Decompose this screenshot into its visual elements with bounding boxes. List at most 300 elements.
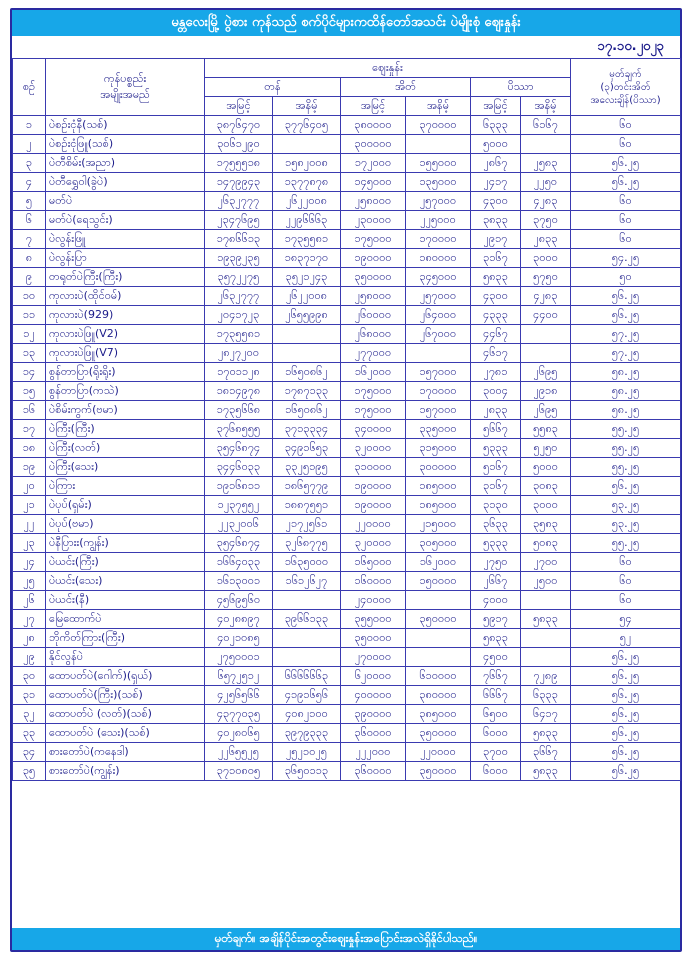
price-table <box>12 58 681 781</box>
cell-tl: ၁၅၈၂၀၀၈ <box>273 154 341 173</box>
cell-tl: ၆၆၆၆၆၆၃ <box>273 667 341 686</box>
cell-pl: ၅၇၅၀ <box>521 268 571 287</box>
cell-no: ၈ <box>13 249 46 268</box>
cell-th: ၃၀၆၁၂၉၀ <box>205 135 273 154</box>
cell-th: ၂၃၄၇၆၉၅ <box>205 211 273 230</box>
cell-vh: ၃၅၀၀၀၀ <box>341 629 406 648</box>
cell-pl: ၂၆၉၅ <box>521 401 571 420</box>
cell-name: မတ်ပဲ <box>46 192 205 211</box>
cell-th: ၁၉၃၉၂၃၅ <box>205 249 273 268</box>
cell-vh: ၂၅၈၀၀၀ <box>341 287 406 306</box>
cell-th: ၃၅၄၆၈၇၄ <box>205 439 273 458</box>
header-no: စဉ် <box>13 59 46 116</box>
cell-pl: ၅၈၃၃ <box>521 610 571 629</box>
cell-pl: ၂၈၃၃ <box>521 230 571 249</box>
cell-th: ၃၅၇၂၂၇၅ <box>205 268 273 287</box>
cell-vl: ၃၈၀၀၀၀ <box>406 686 471 705</box>
cell-vh: ၂၅၈၀၀၀ <box>341 192 406 211</box>
cell-name: စွန်တာပြာ(ကသဲ) <box>46 382 205 401</box>
cell-ph: ၅၁၆၇ <box>471 458 521 477</box>
table-row <box>13 458 681 477</box>
cell-ph: ၂၄၁၇ <box>471 173 521 192</box>
header-name <box>46 59 205 116</box>
cell-pl: ၅၈၃၃ <box>521 762 571 781</box>
cell-th: ၁၉၁၆၈၁၁ <box>205 477 273 496</box>
cell-tl: ၃၅၂၁၂၄၃ <box>273 268 341 287</box>
cell-name: ပဲတီရွှေဝါ(ခွဲပဲ) <box>46 173 205 192</box>
table-row <box>13 610 681 629</box>
cell-note: ၆၀ <box>571 553 681 572</box>
cell-ph: ၂၆၆၇ <box>471 572 521 591</box>
cell-name: ကုလားပဲ(929) <box>46 306 205 325</box>
cell-no: ၃၅ <box>13 762 46 781</box>
cell-tl: ၂၅၂၁၀၂၅ <box>273 743 341 762</box>
cell-vh: ၃၄၀၀၀၀ <box>341 420 406 439</box>
cell-no: ၅ <box>13 192 46 211</box>
table-row <box>13 382 681 401</box>
cell-th: ၄၂၅၆၅၆၆ <box>205 686 273 705</box>
cell-tl: ၁၆၁၂၆၂၇ <box>273 572 341 591</box>
cell-note: ၅၆.၂၅ <box>571 705 681 724</box>
cell-name: ပဲနီပြားး(ကျွန်း) <box>46 534 205 553</box>
cell-vl: ၂၅၇၀၀၀ <box>406 192 471 211</box>
cell-note: ၅၅.၂၅ <box>571 439 681 458</box>
cell-ph: ၄၆၁၇ <box>471 344 521 363</box>
cell-vl: ၁၈၅၀၀၀ <box>406 477 471 496</box>
cell-vl: ၃၈၅၀၀၀ <box>406 705 471 724</box>
date-label <box>12 38 680 58</box>
cell-th: ၁၇၈၆၆၁၃ <box>205 230 273 249</box>
cell-tl: ၃၂၆၈၇၇၅ <box>273 534 341 553</box>
table-row <box>13 629 681 648</box>
cell-th: ၄၀၂၈၈၉၇ <box>205 610 273 629</box>
cell-tl <box>273 325 341 344</box>
cell-vl: ၁၇၀၀၀၀ <box>406 382 471 401</box>
cell-vl: ၁၃၅၀၀၀ <box>406 173 471 192</box>
table-row <box>13 572 681 591</box>
cell-ph: ၅၀၀၀ <box>471 135 521 154</box>
cell-vh: ၃၅၅၀၀၀ <box>341 610 406 629</box>
cell-tl: ၂၆၂၂၀၀၈ <box>273 287 341 306</box>
table-row <box>13 591 681 610</box>
cell-vh: ၃၂၀၀၀၀ <box>341 439 406 458</box>
cell-pl: ၂၆၉၅ <box>521 363 571 382</box>
cell-vl <box>406 591 471 610</box>
cell-th: ၄၃၇၇၀၃၅ <box>205 705 273 724</box>
cell-vl: ၃၄၅၀၀၀ <box>406 268 471 287</box>
cell-ph: ၆၅၀၀ <box>471 705 521 724</box>
cell-name: စွန်တာပြာ(ရိုးရိုး) <box>46 363 205 382</box>
table-row <box>13 648 681 667</box>
cell-tl: ၁၇၈၇၁၃၃ <box>273 382 341 401</box>
cell-name: ပဲလွန်းဖြူ <box>46 230 205 249</box>
cell-ph: ၄၃၀၀ <box>471 287 521 306</box>
cell-vh: ၁၆၅၀၀၀ <box>341 553 406 572</box>
cell-th: ၁၇၃၅၆၆၈ <box>205 401 273 420</box>
cell-pl: ၂၂၅၀ <box>521 173 571 192</box>
cell-vh: ၁၇၅၀၀၀ <box>341 382 406 401</box>
cell-ph: ၃၀၀၄ <box>471 382 521 401</box>
cell-th: ၁၇၃၅၅၈၁ <box>205 325 273 344</box>
cell-vh: ၃၂၀၀၀၀ <box>341 534 406 553</box>
cell-no: ၃ <box>13 154 46 173</box>
cell-note: ၅၆.၂၅ <box>571 173 681 192</box>
cell-vh: ၁၉၀၀၀၀ <box>341 477 406 496</box>
header-ton: တန် <box>205 78 341 97</box>
cell-ph: ၆၀၀၀ <box>471 724 521 743</box>
table-body <box>13 116 681 781</box>
cell-pl: ၅၀၀၀ <box>521 458 571 477</box>
table-row <box>13 306 681 325</box>
cell-note: ၅၆.၂၅ <box>571 743 681 762</box>
cell-name: ထောပတ်ပဲ (သေး)(သစ်) <box>46 724 205 743</box>
cell-name: ပဲယင်း(သေး) <box>46 572 205 591</box>
cell-note: ၅၆.၂၅ <box>571 762 681 781</box>
cell-name: ကုလားပဲ(ထိုင်ဝမ်) <box>46 287 205 306</box>
cell-no: ၁၇ <box>13 420 46 439</box>
cell-note: ၅၆.၂၅ <box>571 686 681 705</box>
cell-th: ၂၇၅၀၀၀၁ <box>205 648 273 667</box>
cell-no: ၂၅ <box>13 572 46 591</box>
cell-name: ပဲလွန်းပြာ <box>46 249 205 268</box>
cell-note: ၅၅.၂၅ <box>571 458 681 477</box>
cell-pl: ၅၀၈၃ <box>521 534 571 553</box>
cell-ph: ၄၄၆၇ <box>471 325 521 344</box>
cell-pl: ၃၀၀၀ <box>521 249 571 268</box>
cell-pl <box>521 591 571 610</box>
table-row <box>13 420 681 439</box>
cell-name: ပဲယင်း(ကြီး) <box>46 553 205 572</box>
cell-vh: ၂၂၀၀၀၀ <box>341 515 406 534</box>
cell-note: ၅၆.၂၅ <box>571 667 681 686</box>
cell-pl: ၅၅၈၃ <box>521 420 571 439</box>
cell-name: စားတော်ပဲ(ကနေဒါ) <box>46 743 205 762</box>
cell-vh: ၃၀၀၀၀၀ <box>341 135 406 154</box>
cell-name: ပဲကြား <box>46 477 205 496</box>
cell-note: ၆၀ <box>571 192 681 211</box>
cell-pl: ၃၅၈၃ <box>521 515 571 534</box>
header-note-line1: မှတ်ချက် <box>609 68 642 80</box>
table-row <box>13 154 681 173</box>
cell-no: ၃၁ <box>13 686 46 705</box>
cell-th: ၄၀၂၁၀၈၅ <box>205 629 273 648</box>
cell-no: ၁၉ <box>13 458 46 477</box>
cell-no: ၁၈ <box>13 439 46 458</box>
cell-pl: ၂၉၁၈ <box>521 382 571 401</box>
cell-tl <box>273 135 341 154</box>
table-row <box>13 743 681 762</box>
cell-note: ၆၀ <box>571 572 681 591</box>
cell-vh: ၁၉၀၀၀၀ <box>341 496 406 515</box>
cell-pl: ၃၆၆၇ <box>521 743 571 762</box>
cell-name: ပဲပုပ်(ရှမ်း) <box>46 496 205 515</box>
cell-name: နိုင်လွန်ပဲ <box>46 648 205 667</box>
cell-vh: ၁၉၀၀၀၀ <box>341 249 406 268</box>
cell-note: ၅၆.၂၅ <box>571 724 681 743</box>
cell-ph: ၅၃၃၃ <box>471 534 521 553</box>
cell-ph: ၃၁၆၇ <box>471 477 521 496</box>
cell-vh: ၃၆၀၀၀၀ <box>341 724 406 743</box>
cell-name: ပဲကြီး(သေး) <box>46 458 205 477</box>
cell-vl: ၁၇၀၀၀၀ <box>406 230 471 249</box>
cell-ph: ၆၀၀၀ <box>471 762 521 781</box>
table-row <box>13 344 681 363</box>
header-viss-low: အနိမ့် <box>406 97 471 116</box>
cell-tl: ၃၆၅၀၁၁၃ <box>273 762 341 781</box>
cell-note: ၅၇.၂၅ <box>571 325 681 344</box>
cell-ph: ၃၈၃၃ <box>471 211 521 230</box>
cell-tl: ၁၆၅၀၈၆၂ <box>273 401 341 420</box>
cell-vh: ၂၇၇၀၀၀ <box>341 344 406 363</box>
cell-tl: ၂၆၅၅၉၉၈ <box>273 306 341 325</box>
cell-pl <box>521 344 571 363</box>
cell-vh: ၁၆၂၀၀၀ <box>341 363 406 382</box>
table-row <box>13 192 681 211</box>
cell-note: ၅၈.၂၅ <box>571 363 681 382</box>
table-row <box>13 534 681 553</box>
cell-vh: ၂၇၀၀၀၀ <box>341 648 406 667</box>
table-row <box>13 268 681 287</box>
cell-th: ၁၇၅၅၅၁၈ <box>205 154 273 173</box>
cell-note: ၅၆.၂၅ <box>571 648 681 667</box>
cell-th: ၃၅၄၆၈၇၄ <box>205 534 273 553</box>
cell-vh: ၁၆၀၀၀၀ <box>341 572 406 591</box>
cell-vl: ၃၅၀၀၀၀ <box>406 724 471 743</box>
cell-vh: ၁၄၅၀၀၀ <box>341 173 406 192</box>
cell-tl: ၁၇၃၅၅၈၁ <box>273 230 341 249</box>
cell-ph: ၅၃၃၃ <box>471 439 521 458</box>
cell-no: ၃၃ <box>13 724 46 743</box>
cell-vl: ၃၁၅၀၀၀ <box>406 439 471 458</box>
cell-ph: ၇၆၆၇ <box>471 667 521 686</box>
cell-vl: ၃၀၅၀၀၀ <box>406 534 471 553</box>
cell-no: ၂၁ <box>13 496 46 515</box>
cell-no: ၂၂ <box>13 515 46 534</box>
cell-ph: ၃၆၃၃ <box>471 515 521 534</box>
page-title: မန္တလေးမြို့ ပွဲစား ကုန်သည် စက်ပိုင်များကထိန်တော်အသင်း ပဲမျိုးစုံ ဈေးနှုန်း <box>12 10 680 36</box>
cell-vl: ၂၆၄၀၀၀ <box>406 306 471 325</box>
cell-vh: ၁၇၅၀၀၀ <box>341 230 406 249</box>
cell-pl <box>521 135 571 154</box>
cell-pl: ၆၃၃၃ <box>521 686 571 705</box>
cell-vh: ၂၃၀၀၀၀ <box>341 211 406 230</box>
cell-no: ၂၄ <box>13 553 46 572</box>
cell-vl: ၆၁၀၀၀၀ <box>406 667 471 686</box>
cell-vh: ၂၄၀၀၀၀ <box>341 591 406 610</box>
cell-th: ၃၈၇၆၄၇၀ <box>205 116 273 135</box>
cell-tl: ၃၇၇၆၄၀၅ <box>273 116 341 135</box>
cell-vl: ၃၃၅၀၀၀ <box>406 420 471 439</box>
cell-note: ၅၇.၂၅ <box>571 344 681 363</box>
cell-name: ကုလားပဲဖြူ(V2) <box>46 325 205 344</box>
cell-name: ပဲတီစိမ်း(အညာ) <box>46 154 205 173</box>
cell-no: ၁ <box>13 116 46 135</box>
cell-pl <box>521 325 571 344</box>
cell-tl <box>273 344 341 363</box>
cell-no: ၂၆ <box>13 591 46 610</box>
date-value: ၁၇.၁၀.၂၀၂၃ <box>597 39 664 54</box>
cell-th: ၄၀၂၈၀၆၅ <box>205 724 273 743</box>
cell-vh: ၆၂၀၀၀၀ <box>341 667 406 686</box>
cell-tl <box>273 648 341 667</box>
cell-name: ပဲကြီး(ကြီး) <box>46 420 205 439</box>
table-row <box>13 287 681 306</box>
cell-note: ၅၅.၂၅ <box>571 420 681 439</box>
cell-no: ၂၇ <box>13 610 46 629</box>
cell-name: ထောပတ်ပဲ (လတ်)(သစ်) <box>46 705 205 724</box>
header-viss-high: အမြင့် <box>341 97 406 116</box>
cell-no: ၆ <box>13 211 46 230</box>
cell-note: ၅၃.၂၅ <box>571 515 681 534</box>
table-row <box>13 553 681 572</box>
cell-ph: ၄၅၀၀ <box>471 648 521 667</box>
cell-name: ပဲစဉ်းငုံနီ(သစ်) <box>46 116 205 135</box>
cell-name: ပဲကြီး(လတ်) <box>46 439 205 458</box>
cell-pl: ၂၅၀၀ <box>521 572 571 591</box>
cell-ph: ၅၆၆၇ <box>471 420 521 439</box>
cell-vl: ၃၅၀၀၀၀ <box>406 610 471 629</box>
cell-vl: ၁၆၂၀၀၀ <box>406 553 471 572</box>
cell-th: ၄၅၆၉၅၆၀ <box>205 591 273 610</box>
cell-ph: ၅၉၁၇ <box>471 610 521 629</box>
cell-vl: ၂၆၇၀၀၀ <box>406 325 471 344</box>
cell-pl: ၅၈၃၃ <box>521 724 571 743</box>
cell-th: ၁၈၁၄၉၇၈ <box>205 382 273 401</box>
cell-note: ၅၆.၂၅ <box>571 306 681 325</box>
cell-no: ၁၃ <box>13 344 46 363</box>
cell-pl: ၃၇၅၀ <box>521 211 571 230</box>
header-note-line2: (၃)တင်းအိတ် <box>600 81 651 93</box>
cell-name: ပဲစိမ်းကွက်(ဗမာ) <box>46 401 205 420</box>
cell-no: ၂၉ <box>13 648 46 667</box>
header-name-line1: ကုန်ပစ္စည်း <box>103 72 147 85</box>
cell-note: ၅၈.၂၅ <box>571 401 681 420</box>
cell-name: ပဲစဉ်းငုံဖြူ(သစ်) <box>46 135 205 154</box>
cell-name: ထောပတ်ပဲ(ကြီး)(သစ်) <box>46 686 205 705</box>
table-row <box>13 705 681 724</box>
cell-vh: ၃၈၀၀၀၀ <box>341 116 406 135</box>
cell-vl: ၁၅၀၀၀၀ <box>406 572 471 591</box>
cell-vl <box>406 629 471 648</box>
cell-ph: ၆၃၃၃ <box>471 116 521 135</box>
cell-pl: ၃၀၈၃ <box>521 477 571 496</box>
cell-vh: ၁၇၂၀၀၀ <box>341 154 406 173</box>
cell-tl: ၂၆၂၂၀၀၈ <box>273 192 341 211</box>
cell-vl <box>406 344 471 363</box>
table-row <box>13 686 681 705</box>
cell-note: ၆၀ <box>571 211 681 230</box>
cell-tl: ၃၇၁၃၃၃၄ <box>273 420 341 439</box>
cell-tl: ၃၉၆၆၁၃၃ <box>273 610 341 629</box>
cell-note: ၅၃.၂၅ <box>571 496 681 515</box>
header-price: ဈေးနှုန်း <box>205 59 571 78</box>
table-row <box>13 173 681 192</box>
cell-pl <box>521 648 571 667</box>
table-row <box>13 211 681 230</box>
cell-no: ၁၁ <box>13 306 46 325</box>
cell-note: ၅၆.၂၅ <box>571 287 681 306</box>
cell-ph: ၂၈၆၇ <box>471 154 521 173</box>
cell-note: ၅၂ <box>571 629 681 648</box>
cell-vl: ၁၅၇၀၀၀ <box>406 363 471 382</box>
cell-no: ၂ <box>13 135 46 154</box>
cell-th: ၃၇၆၈၅၅၅ <box>205 420 273 439</box>
cell-ph: ၄၃၀၀ <box>471 192 521 211</box>
cell-tl: ၁၃၇၇၈၇၈ <box>273 173 341 192</box>
cell-no: ၁၂ <box>13 325 46 344</box>
cell-note: ၆၀ <box>571 591 681 610</box>
cell-ph: ၂၈၃၃ <box>471 401 521 420</box>
cell-no: ၁၄ <box>13 363 46 382</box>
cell-vl: ၃၅၀၀၀၀ <box>406 762 471 781</box>
cell-th: ၂၀၄၁၇၂၃ <box>205 306 273 325</box>
cell-vl: ၃၇၀၀၀၀ <box>406 116 471 135</box>
cell-vl <box>406 648 471 667</box>
cell-th: ၂၆၃၂၇၇၇ <box>205 287 273 306</box>
cell-tl: ၂၁၇၂၅၆၁ <box>273 515 341 534</box>
cell-note: ၅၄.၂၅ <box>571 249 681 268</box>
table-row <box>13 515 681 534</box>
cell-th: ၂၂၃၂၀၀၆ <box>205 515 273 534</box>
cell-ph: ၂၇၅၀ <box>471 553 521 572</box>
cell-pl: ၃၀၀၀ <box>521 496 571 515</box>
cell-tl: ၃၄၉၁၆၅၃ <box>273 439 341 458</box>
cell-ph: ၃၁၆၇ <box>471 249 521 268</box>
cell-tl: ၁၆၅၀၈၆၂ <box>273 363 341 382</box>
cell-no: ၂၈ <box>13 629 46 648</box>
header-ton-high: အမြင့် <box>205 97 273 116</box>
table-row <box>13 724 681 743</box>
cell-no: ၁၆ <box>13 401 46 420</box>
cell-note: ၅၀ <box>571 268 681 287</box>
cell-ph: ၃၁၃၀ <box>471 496 521 515</box>
cell-no: ၉ <box>13 268 46 287</box>
table-row <box>13 477 681 496</box>
cell-name: ပဲပုပ်(ဗမာ) <box>46 515 205 534</box>
header-ton-low: အနိမ့် <box>273 97 341 116</box>
cell-no: ၂၃ <box>13 534 46 553</box>
cell-name: မြေထောက်ပဲ <box>46 610 205 629</box>
cell-pl: ၆၄၁၇ <box>521 705 571 724</box>
cell-th: ၃၇၁၀၈၀၅ <box>205 762 273 781</box>
cell-ph: ၄၀၀၀ <box>471 591 521 610</box>
cell-name: မတ်ပဲ(ရေသွင်း) <box>46 211 205 230</box>
table-row <box>13 325 681 344</box>
cell-th: ၁၇၀၁၁၂၈ <box>205 363 273 382</box>
cell-tl: ၁၈၃၇၁၇၀ <box>273 249 341 268</box>
cell-note: ၅၄ <box>571 610 681 629</box>
cell-vl: ၁၅၇၀၀၀ <box>406 401 471 420</box>
cell-tl: ၄၀၈၂၁၀၀ <box>273 705 341 724</box>
cell-th: ၂၆၃၂၇၇၇ <box>205 192 273 211</box>
cell-pl: ၆၁၆၇ <box>521 116 571 135</box>
header-note-line3: အလေးချိန်(ပိဿာ) <box>590 94 661 106</box>
cell-th: ၆၅၇၂၅၁၂ <box>205 667 273 686</box>
cell-name: ကုလားပဲဖြူ(V7) <box>46 344 205 363</box>
cell-tl: ၂၂၉၆၆၆၃ <box>273 211 341 230</box>
cell-no: ၇ <box>13 230 46 249</box>
cell-th: ၁၆၁၃၀၀၁ <box>205 572 273 591</box>
cell-tl: ၃၃၂၅၁၉၅ <box>273 458 341 477</box>
cell-vh: ၃၁၀၀၀၀ <box>341 458 406 477</box>
cell-ph: ၂၉၁၇ <box>471 230 521 249</box>
header-note <box>571 59 681 116</box>
cell-pl: ၄၂၈၃ <box>521 192 571 211</box>
table-row <box>13 116 681 135</box>
table-row <box>13 667 681 686</box>
cell-vl: ၂၂၀၀၀၀ <box>406 743 471 762</box>
header-viss: အိတ် <box>341 78 471 97</box>
